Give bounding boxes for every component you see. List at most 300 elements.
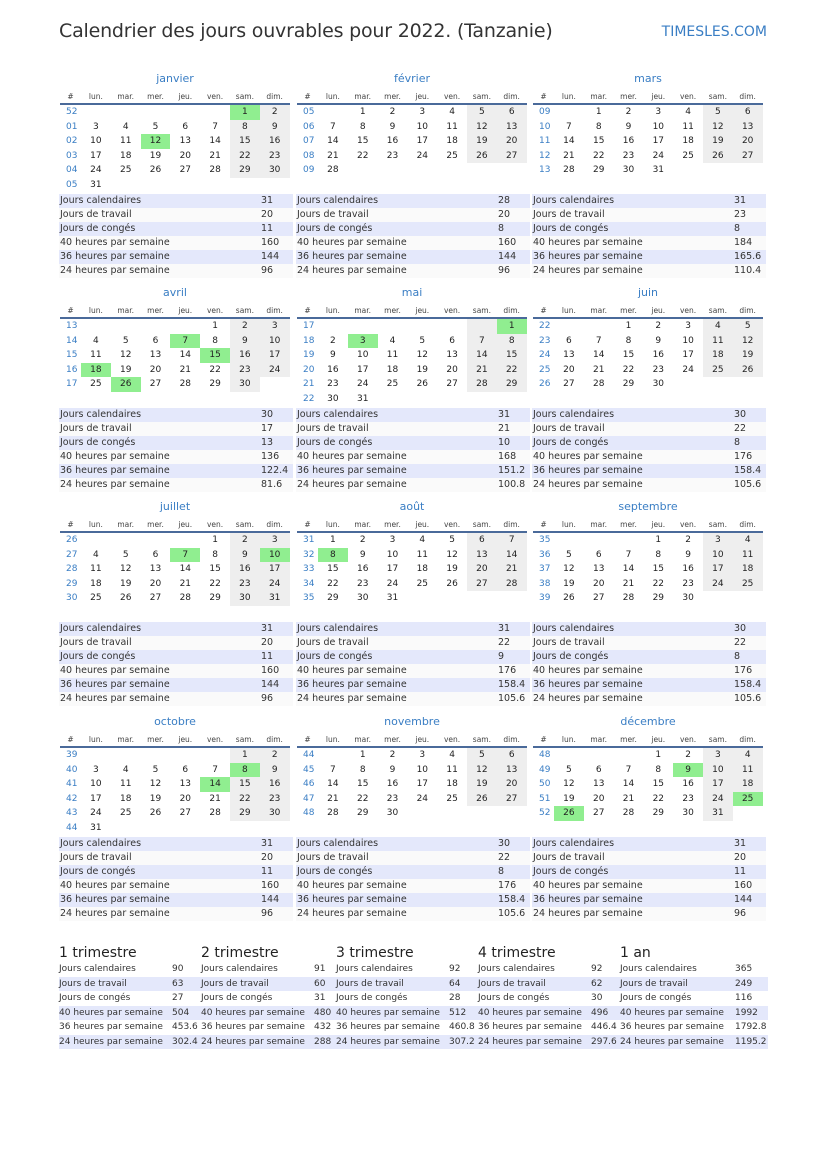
day-cell[interactable]: 10 [652,121,665,132]
day-cell[interactable]: 7 [212,121,218,132]
day-cell[interactable]: 14 [467,348,497,363]
day-cell[interactable]: 24 [703,577,733,592]
day-cell[interactable]: 2 [685,750,691,760]
day-cell[interactable]: 28 [179,593,192,603]
day-cell[interactable]: 4 [122,121,129,132]
day-cell[interactable]: 6 [467,533,497,548]
day-cell[interactable]: 27 [497,792,527,807]
day-cell[interactable]: 30 [230,377,260,392]
day-cell[interactable]: 9 [389,121,396,132]
day-cell[interactable]: 23 [230,577,260,592]
day-cell[interactable]: 21 [563,150,575,161]
day-cell[interactable]: 1 [359,750,366,760]
day-cell[interactable]: 24 [90,808,102,818]
day-cell[interactable]: 20 [497,777,527,792]
day-cell[interactable]: 14 [327,136,339,146]
day-cell[interactable]: 7 [212,764,218,775]
day-cell[interactable]: 7 [467,334,497,349]
day-cell[interactable]: 8 [655,549,662,560]
day-cell[interactable]: 19 [563,793,575,804]
day-cell[interactable]: 26 [467,792,497,807]
day-cell[interactable]: 19 [149,793,162,804]
day-cell[interactable]: 11 [446,764,458,775]
day-cell[interactable]: 6 [497,748,527,763]
day-cell[interactable]: 11 [703,334,733,349]
day-cell[interactable]: 4 [389,335,396,346]
day-cell[interactable]: 30 [652,379,665,389]
day-cell[interactable]: 24 [356,379,369,389]
day-cell[interactable]: 29 [209,379,221,389]
day-cell[interactable]: 25 [446,793,458,804]
day-cell[interactable]: 10 [90,136,102,146]
day-cell[interactable]: 31 [703,806,733,821]
day-cell[interactable]: 24 [682,364,694,375]
day-cell[interactable]: 9 [260,763,290,778]
day-cell[interactable]: 28 [327,165,339,175]
day-cell[interactable]: 28 [327,808,339,818]
day-cell[interactable]: 26 [119,593,132,603]
day-cell[interactable]: 6 [566,335,572,346]
day-cell[interactable]: 18 [446,779,458,789]
day-cell[interactable]: 27 [592,593,605,603]
day-cell[interactable]: 22 [230,792,260,807]
day-cell[interactable]: 11 [90,564,102,574]
day-cell[interactable]: 30 [622,165,635,175]
day-cell[interactable]: 3 [685,321,691,331]
day-cell[interactable]: 3 [260,319,290,334]
day-cell[interactable]: 14 [200,777,230,792]
day-cell[interactable]: 25 [733,792,763,807]
day-cell[interactable]: 17 [652,136,665,146]
day-cell[interactable]: 8 [655,764,662,775]
day-cell[interactable]: 1 [330,535,336,545]
day-cell[interactable]: 19 [703,134,733,149]
day-cell[interactable]: 10 [703,763,733,778]
day-cell[interactable]: 21 [179,364,192,375]
day-cell[interactable]: 5 [152,121,159,132]
day-cell[interactable]: 22 [652,578,665,589]
day-cell[interactable]: 23 [682,578,694,589]
day-cell[interactable]: 28 [592,379,605,389]
day-cell[interactable]: 27 [497,149,527,164]
day-cell[interactable]: 12 [119,350,132,360]
day-cell[interactable]: 26 [703,149,733,164]
day-cell[interactable]: 29 [652,808,665,818]
day-cell[interactable]: 9 [230,334,260,349]
day-cell[interactable]: 12 [467,120,497,135]
day-cell[interactable]: 13 [446,350,458,360]
day-cell[interactable]: 24 [416,793,429,804]
day-cell[interactable]: 18 [703,348,733,363]
day-cell[interactable]: 22 [497,363,527,378]
day-cell[interactable]: 14 [622,564,635,574]
day-cell[interactable]: 14 [327,779,339,789]
day-cell[interactable]: 26 [446,578,458,589]
day-cell[interactable]: 23 [260,149,290,164]
day-cell[interactable]: 27 [179,808,192,818]
day-cell[interactable]: 17 [386,564,399,574]
day-cell[interactable]: 25 [703,363,733,378]
day-cell[interactable]: 12 [703,120,733,135]
day-cell[interactable]: 17 [90,793,102,804]
day-cell[interactable]: 7 [170,334,200,349]
day-cell[interactable]: 1 [625,321,632,331]
day-cell[interactable]: 11 [416,549,429,560]
day-cell[interactable]: 26 [733,363,763,378]
day-cell[interactable]: 6 [497,105,527,120]
day-cell[interactable]: 22 [356,150,369,161]
day-cell[interactable]: 18 [733,562,763,577]
day-cell[interactable]: 23 [230,363,260,378]
day-cell[interactable]: 9 [625,121,632,132]
day-cell[interactable]: 18 [682,136,694,146]
day-cell[interactable]: 2 [330,335,336,346]
day-cell[interactable]: 6 [733,105,763,120]
day-cell[interactable]: 20 [467,562,497,577]
day-cell[interactable]: 24 [703,792,733,807]
day-cell[interactable]: 23 [652,364,665,375]
day-cell[interactable]: 13 [592,564,605,574]
day-cell[interactable]: 17 [90,150,102,161]
day-cell[interactable]: 12 [119,564,132,574]
day-cell[interactable]: 10 [260,334,290,349]
day-cell[interactable]: 6 [182,121,189,132]
day-cell[interactable]: 2 [389,750,396,760]
day-cell[interactable]: 7 [330,764,336,775]
day-cell[interactable]: 9 [330,350,336,360]
day-cell[interactable]: 13 [733,120,763,135]
day-cell[interactable]: 30 [260,806,290,821]
day-cell[interactable]: 30 [327,393,339,404]
day-cell[interactable]: 19 [149,150,162,161]
day-cell[interactable]: 16 [356,564,369,574]
day-cell[interactable]: 7 [595,335,602,346]
day-cell[interactable]: 26 [149,808,162,818]
day-cell[interactable]: 8 [230,763,260,778]
day-cell[interactable]: 12 [141,134,171,149]
day-cell[interactable]: 21 [592,364,605,375]
day-cell[interactable]: 19 [563,578,575,589]
day-cell[interactable]: 26 [467,149,497,164]
day-cell[interactable]: 12 [733,334,763,349]
day-cell[interactable]: 23 [386,793,399,804]
day-cell[interactable]: 31 [356,393,369,404]
day-cell[interactable]: 31 [90,822,102,833]
day-cell[interactable]: 30 [682,593,694,603]
day-cell[interactable]: 20 [149,578,162,589]
day-cell[interactable]: 3 [260,533,290,548]
day-cell[interactable]: 2 [230,319,260,334]
day-cell[interactable]: 31 [90,179,102,190]
day-cell[interactable]: 23 [356,578,369,589]
day-cell[interactable]: 4 [733,748,763,763]
day-cell[interactable]: 16 [260,777,290,792]
day-cell[interactable]: 22 [622,364,635,375]
day-cell[interactable]: 25 [733,577,763,592]
day-cell[interactable]: 15 [622,350,635,360]
day-cell[interactable]: 1 [359,107,366,117]
day-cell[interactable]: 20 [149,364,162,375]
day-cell[interactable]: 2 [685,535,691,545]
day-cell[interactable]: 2 [389,107,396,117]
day-cell[interactable]: 18 [386,364,399,375]
day-cell[interactable]: 14 [179,564,192,574]
day-cell[interactable]: 14 [563,136,575,146]
day-cell[interactable]: 14 [209,136,221,146]
day-cell[interactable]: 4 [449,750,455,760]
day-cell[interactable]: 28 [209,165,221,175]
day-cell[interactable]: 13 [467,548,497,563]
day-cell[interactable]: 10 [703,548,733,563]
day-cell[interactable]: 24 [386,578,399,589]
day-cell[interactable]: 26 [563,593,575,603]
day-cell[interactable]: 28 [209,808,221,818]
day-cell[interactable]: 19 [446,564,458,574]
day-cell[interactable]: 16 [386,779,399,789]
day-cell[interactable]: 16 [652,350,665,360]
day-cell[interactable]: 27 [149,593,162,603]
day-cell[interactable]: 11 [90,350,102,360]
day-cell[interactable]: 26 [416,379,429,389]
day-cell[interactable]: 23 [386,150,399,161]
day-cell[interactable]: 26 [149,165,162,175]
day-cell[interactable]: 3 [419,107,426,117]
day-cell[interactable]: 4 [449,107,455,117]
day-cell[interactable]: 3 [703,748,733,763]
day-cell[interactable]: 5 [566,549,572,560]
day-cell[interactable]: 9 [389,764,396,775]
day-cell[interactable]: 26 [554,806,584,821]
day-cell[interactable]: 18 [119,793,132,804]
day-cell[interactable]: 29 [230,806,260,821]
day-cell[interactable]: 3 [389,535,396,545]
day-cell[interactable]: 6 [595,764,602,775]
day-cell[interactable]: 27 [733,149,763,164]
day-cell[interactable]: 6 [152,335,159,346]
day-cell[interactable]: 16 [622,136,635,146]
day-cell[interactable]: 18 [90,578,102,589]
day-cell[interactable]: 28 [467,377,497,392]
day-cell[interactable]: 3 [93,121,99,132]
day-cell[interactable]: 12 [467,763,497,778]
day-cell[interactable]: 16 [230,348,260,363]
day-cell[interactable]: 4 [93,549,99,560]
day-cell[interactable]: 20 [179,150,192,161]
day-cell[interactable]: 8 [625,335,632,346]
day-cell[interactable]: 2 [260,105,290,120]
day-cell[interactable]: 15 [200,348,230,363]
day-cell[interactable]: 26 [111,377,141,392]
day-cell[interactable]: 25 [90,593,102,603]
day-cell[interactable]: 1 [595,107,602,117]
day-cell[interactable]: 18 [81,363,111,378]
day-cell[interactable]: 1 [230,105,260,120]
day-cell[interactable]: 3 [93,764,99,775]
day-cell[interactable]: 10 [90,779,102,789]
day-cell[interactable]: 11 [119,136,132,146]
day-cell[interactable]: 15 [230,134,260,149]
day-cell[interactable]: 29 [652,593,665,603]
day-cell[interactable]: 21 [327,793,339,804]
day-cell[interactable]: 25 [416,578,429,589]
day-cell[interactable]: 20 [446,364,458,375]
day-cell[interactable]: 29 [327,593,339,603]
day-cell[interactable]: 21 [327,150,339,161]
day-cell[interactable]: 21 [209,793,221,804]
day-cell[interactable]: 24 [260,577,290,592]
day-cell[interactable]: 15 [652,779,665,789]
day-cell[interactable]: 30 [682,808,694,818]
day-cell[interactable]: 28 [622,593,635,603]
day-cell[interactable]: 13 [563,350,575,360]
day-cell[interactable]: 30 [230,591,260,606]
day-cell[interactable]: 12 [446,549,458,560]
day-cell[interactable]: 5 [566,764,572,775]
day-cell[interactable]: 17 [703,777,733,792]
day-cell[interactable]: 22 [327,578,339,589]
day-cell[interactable]: 22 [652,793,665,804]
day-cell[interactable]: 28 [179,379,192,389]
day-cell[interactable]: 25 [119,808,132,818]
day-cell[interactable]: 1 [212,535,218,545]
day-cell[interactable]: 15 [592,136,605,146]
day-cell[interactable]: 11 [733,548,763,563]
day-cell[interactable]: 11 [682,121,694,132]
day-cell[interactable]: 28 [497,577,527,592]
day-cell[interactable]: 8 [230,120,260,135]
day-cell[interactable]: 15 [652,564,665,574]
day-cell[interactable]: 3 [419,750,426,760]
day-cell[interactable]: 20 [563,364,575,375]
day-cell[interactable]: 4 [733,533,763,548]
day-cell[interactable]: 7 [625,764,632,775]
day-cell[interactable]: 4 [419,535,426,545]
day-cell[interactable]: 14 [179,350,192,360]
day-cell[interactable]: 3 [348,334,378,349]
day-cell[interactable]: 29 [356,808,369,818]
day-cell[interactable]: 22 [230,149,260,164]
day-cell[interactable]: 27 [149,379,162,389]
day-cell[interactable]: 19 [119,364,132,375]
day-cell[interactable]: 13 [149,350,162,360]
day-cell[interactable]: 3 [703,533,733,548]
day-cell[interactable]: 23 [622,150,635,161]
day-cell[interactable]: 14 [622,779,635,789]
day-cell[interactable]: 21 [622,793,635,804]
day-cell[interactable]: 11 [119,779,132,789]
day-cell[interactable]: 31 [652,165,665,175]
day-cell[interactable]: 24 [90,165,102,175]
day-cell[interactable]: 15 [327,564,339,574]
day-cell[interactable]: 21 [209,150,221,161]
day-cell[interactable]: 5 [449,535,455,545]
day-cell[interactable]: 21 [622,578,635,589]
day-cell[interactable]: 6 [182,764,189,775]
day-cell[interactable]: 20 [497,134,527,149]
day-cell[interactable]: 15 [356,136,369,146]
day-cell[interactable]: 10 [356,350,369,360]
day-cell[interactable]: 25 [90,379,102,389]
day-cell[interactable]: 25 [386,379,399,389]
day-cell[interactable]: 10 [416,121,429,132]
day-cell[interactable]: 11 [386,350,399,360]
day-cell[interactable]: 5 [152,764,159,775]
day-cell[interactable]: 19 [416,364,429,375]
day-cell[interactable]: 13 [497,763,527,778]
day-cell[interactable]: 2 [260,748,290,763]
day-cell[interactable]: 5 [467,748,497,763]
day-cell[interactable]: 8 [318,548,348,563]
day-cell[interactable]: 14 [497,548,527,563]
day-cell[interactable]: 2 [230,533,260,548]
day-cell[interactable]: 17 [416,779,429,789]
day-cell[interactable]: 5 [733,319,763,334]
day-cell[interactable]: 18 [446,136,458,146]
day-cell[interactable]: 27 [592,808,605,818]
day-cell[interactable]: 31 [260,591,290,606]
day-cell[interactable]: 17 [260,562,290,577]
day-cell[interactable]: 16 [682,779,694,789]
day-cell[interactable]: 5 [703,105,733,120]
day-cell[interactable]: 29 [622,379,635,389]
day-cell[interactable]: 29 [497,377,527,392]
day-cell[interactable]: 10 [260,548,290,563]
day-cell[interactable]: 16 [327,364,339,375]
day-cell[interactable]: 11 [446,121,458,132]
day-cell[interactable]: 2 [655,321,662,331]
day-cell[interactable]: 9 [655,335,662,346]
brand-link[interactable]: TIMESLES.COM [661,24,767,40]
day-cell[interactable]: 20 [179,793,192,804]
day-cell[interactable]: 4 [685,107,691,117]
day-cell[interactable]: 21 [179,578,192,589]
day-cell[interactable]: 7 [497,533,527,548]
day-cell[interactable]: 7 [566,121,572,132]
day-cell[interactable]: 16 [682,564,694,574]
day-cell[interactable]: 17 [703,562,733,577]
day-cell[interactable]: 30 [260,163,290,178]
day-cell[interactable]: 27 [179,165,192,175]
day-cell[interactable]: 7 [330,121,336,132]
day-cell[interactable]: 6 [449,335,455,346]
day-cell[interactable]: 10 [682,335,694,346]
day-cell[interactable]: 18 [733,777,763,792]
day-cell[interactable]: 6 [595,549,602,560]
day-cell[interactable]: 23 [327,379,339,389]
day-cell[interactable]: 24 [416,150,429,161]
day-cell[interactable]: 13 [592,779,605,789]
day-cell[interactable]: 29 [592,165,605,175]
day-cell[interactable]: 30 [386,808,399,818]
day-cell[interactable]: 4 [703,319,733,334]
day-cell[interactable]: 7 [625,549,632,560]
day-cell[interactable]: 1 [655,535,662,545]
day-cell[interactable]: 9 [673,763,703,778]
day-cell[interactable]: 1 [655,750,662,760]
day-cell[interactable]: 16 [230,562,260,577]
day-cell[interactable]: 8 [212,335,218,346]
day-cell[interactable]: 15 [497,348,527,363]
day-cell[interactable]: 20 [592,578,605,589]
day-cell[interactable]: 15 [209,564,221,574]
day-cell[interactable]: 9 [260,120,290,135]
day-cell[interactable]: 25 [446,150,458,161]
day-cell[interactable]: 14 [592,350,605,360]
day-cell[interactable]: 1 [212,321,218,331]
day-cell[interactable]: 27 [467,577,497,592]
day-cell[interactable]: 9 [230,548,260,563]
day-cell[interactable]: 12 [563,564,575,574]
